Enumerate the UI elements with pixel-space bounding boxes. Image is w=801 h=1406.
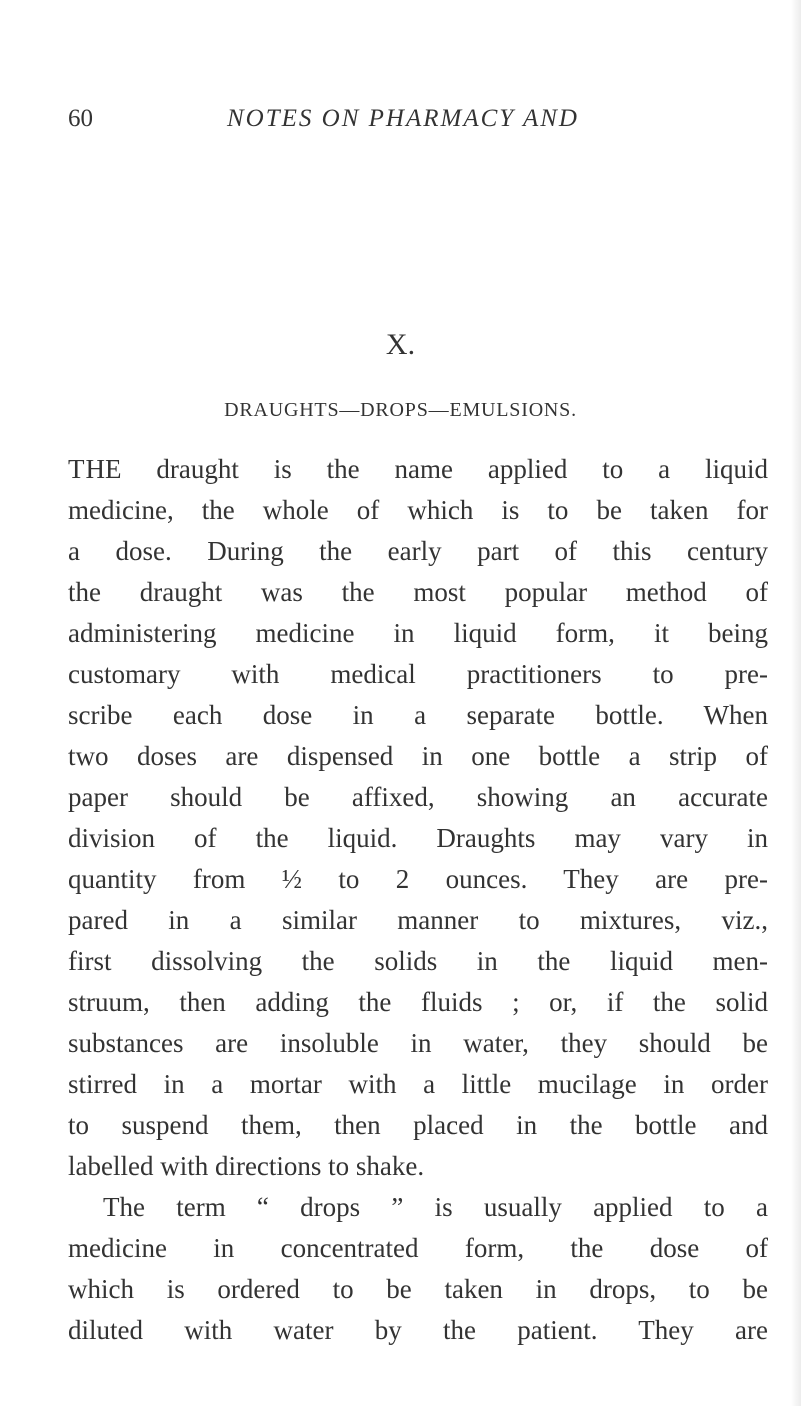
text-line: medicine in concentrated form, the dose of (68, 1233, 768, 1263)
running-title: NOTES ON PHARMACY AND (227, 105, 579, 132)
text-line: which is ordered to be taken in drops, to be (68, 1274, 768, 1304)
text-line: stirred in a mortar with a little mucilage in order (68, 1069, 768, 1099)
text-line: pared in a similar manner to mixtures, viz., (68, 905, 768, 935)
text-line: paper should be affixed, showing an accurate (68, 782, 768, 812)
text-line: a dose. During the early part of this century (68, 536, 768, 566)
text-line: substances are insoluble in water, they should be (68, 1028, 768, 1058)
text-line: quantity from ½ to 2 ounces. They are pre- (68, 864, 768, 894)
text-line: THE draught is the name applied to a liquid (68, 454, 768, 484)
text-line: scribe each dose in a separate bottle. When (68, 700, 768, 730)
page-number: 60 (68, 105, 93, 132)
text-line: diluted with water by the patient. They are (68, 1315, 768, 1345)
chapter-title: DRAUGHTS—DROPS—EMULSIONS. (224, 399, 577, 421)
text-line: division of the liquid. Draughts may vary in (68, 823, 768, 853)
text-line: two doses are dispensed in one bottle a strip of (68, 741, 768, 771)
text-line: medicine, the whole of which is to be taken for (68, 495, 768, 525)
text-line: first dissolving the solids in the liquid men- (68, 946, 768, 976)
text-line: struum, then adding the fluids ; or, if the solid (68, 987, 768, 1017)
text-line: customary with medical practitioners to pre- (68, 659, 768, 689)
text-line: The term “ drops ” is usually applied to a (103, 1192, 768, 1222)
text-line: administering medicine in liquid form, it being (68, 618, 768, 648)
text-line: labelled with directions to shake. (68, 1151, 425, 1181)
body-text (68, 449, 768, 1351)
text-line: the draught was the most popular method of (68, 577, 768, 607)
text-line: to suspend them, then placed in the bottle and (68, 1110, 768, 1140)
page-edge-shadow (791, 0, 801, 1406)
chapter-number: X. (385, 328, 416, 361)
